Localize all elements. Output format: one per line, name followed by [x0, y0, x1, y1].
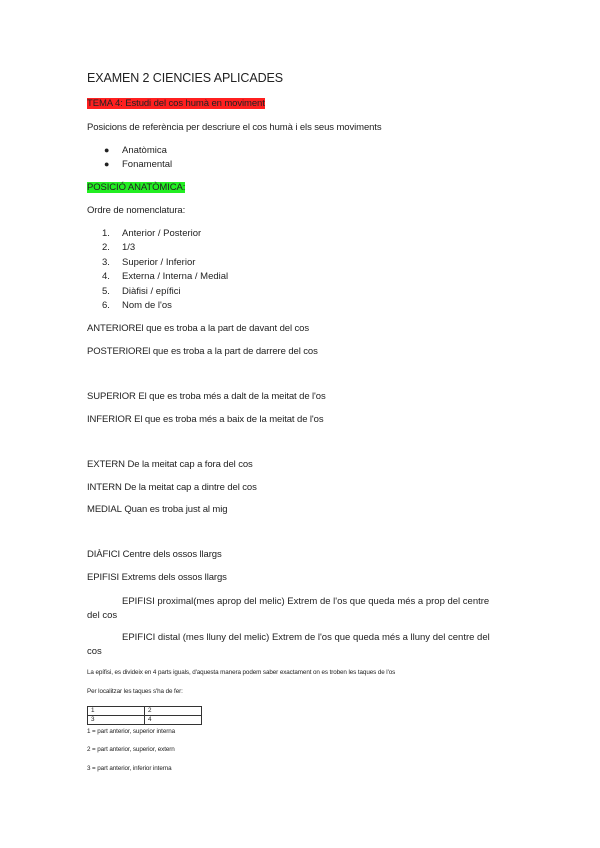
table-cell: 4: [145, 716, 202, 725]
definition-term: POSTERIOR: [87, 346, 143, 357]
definition-term: INFERIOR: [87, 414, 132, 425]
list-number: 2.: [102, 242, 110, 253]
definition-term: SUPERIOR: [87, 391, 136, 402]
definition-text: Extrem de l'os que queda més a prop del centre: [287, 596, 490, 607]
definition-continuation: del cos: [87, 610, 118, 621]
list-number: 6.: [102, 300, 110, 311]
definition-superior: [87, 391, 326, 402]
definition-epifici-distal: [122, 632, 490, 643]
definition-term: EXTERN: [87, 459, 125, 470]
topic-highlight: TEMA 4: Estudi del cos humà en moviment: [87, 98, 265, 109]
definition-text: Extrems dels ossos llargs: [121, 572, 227, 583]
list-item: Nom de l'os: [122, 300, 172, 311]
list-item: Fonamental: [122, 159, 173, 170]
topic-heading: [87, 98, 265, 109]
order-label: Ordre de nomenclatura:: [87, 205, 186, 216]
legend-item: 1 = part anterior, superior interna: [87, 728, 176, 735]
table-cell: 1: [88, 707, 145, 716]
list-item: Superior / Inferior: [122, 257, 196, 268]
list-number: 5.: [102, 286, 110, 297]
definition-text: El que es troba a la part de darrere del cos: [142, 346, 318, 357]
definition-continuation: cos: [87, 646, 102, 657]
definition-term: DIÀFICI: [87, 549, 121, 560]
definition-term: ANTERIOR: [87, 323, 136, 334]
list-item: Externa / Interna / Medial: [122, 271, 229, 282]
definition-text: De la meitat cap a fora del cos: [127, 459, 253, 470]
table-row: [88, 707, 202, 716]
legend-item: 2 = part anterior, superior, extern: [87, 746, 175, 753]
quadrant-table: [87, 706, 202, 725]
definition-extern: [87, 459, 253, 470]
section-heading: [87, 182, 185, 193]
table-cell: 2: [145, 707, 202, 716]
bullet-dot: ●: [104, 159, 110, 169]
definition-term: EPIFISI proximal(mes aprop del melic): [122, 596, 285, 607]
section-highlight: POSICIÓ ANATÒMICA:: [87, 182, 186, 193]
table-cell: 3: [88, 716, 145, 725]
table-row: [88, 716, 202, 725]
definition-text: Centre dels ossos llargs: [122, 549, 222, 560]
definition-epifisi-proximal: [122, 596, 489, 607]
list-item: 1/3: [122, 242, 136, 253]
definition-diafici: [87, 549, 222, 560]
definition-text: El que es troba a la part de davant del cos: [135, 323, 309, 334]
list-number: 4.: [102, 271, 110, 282]
list-item: Anterior / Posterior: [122, 228, 202, 239]
note-text: La epífisi, es divideix en 4 parts iguals, d'aquesta manera podem saber exactament on es troben les taques de l'os: [87, 669, 396, 676]
list-item: Diàfisi / epífici: [122, 286, 181, 297]
definition-text: De la meitat cap a dintre del cos: [124, 482, 257, 493]
definition-text: El que es troba més a dalt de la meitat de l'os: [138, 391, 326, 402]
definition-intern: [87, 482, 257, 493]
bullet-dot: ●: [104, 145, 110, 155]
definition-posterior: [87, 346, 318, 357]
definition-text: Extrem de l'os que queda més a lluny del centre del: [271, 632, 490, 643]
definition-term: INTERN: [87, 482, 122, 493]
definition-text: El que es troba més a baix de la meitat de l'os: [134, 414, 324, 425]
definition-medial: [87, 504, 227, 515]
note-text: Per localitzar les taques s'ha de fer:: [87, 688, 183, 695]
list-item: Anatòmica: [122, 145, 167, 156]
list-number: 3.: [102, 257, 110, 268]
definition-term: EPIFICI distal (mes lluny del melic): [122, 632, 270, 643]
definition-term: MEDIAL: [87, 504, 122, 515]
definition-text: Quan es troba just al mig: [124, 504, 228, 515]
intro-text: Posicions de referència per descriure el cos humà i els seus moviments: [87, 122, 382, 133]
definition-epifisi: [87, 572, 227, 583]
legend-item: 3 = part anterior, inferior interna: [87, 765, 172, 772]
document-title: EXAMEN 2 CIENCIES APLICADES: [87, 71, 283, 85]
definition-anterior: [87, 323, 309, 334]
list-number: 1.: [102, 228, 110, 239]
definition-term: EPIFISI: [87, 572, 120, 583]
definition-inferior: [87, 414, 323, 425]
